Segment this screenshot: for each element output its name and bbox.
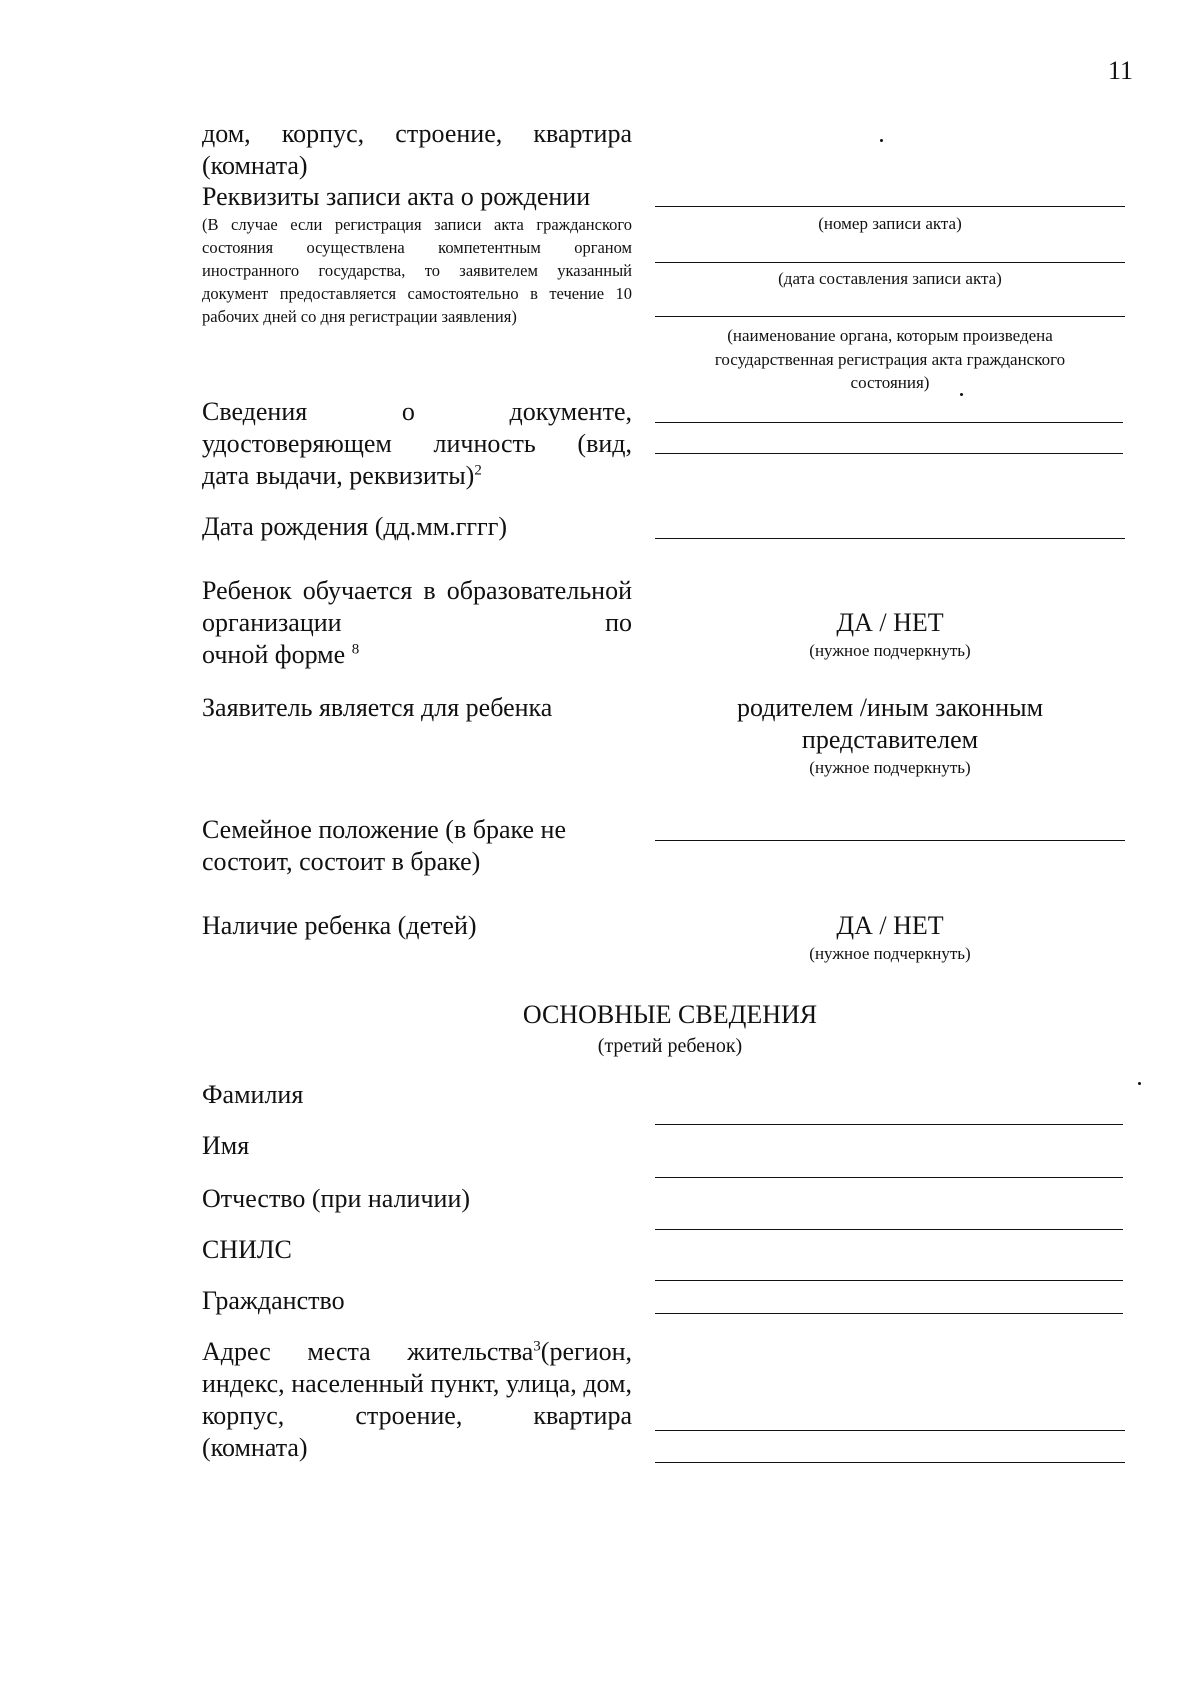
applicant-relation-answer-line-2: представителем bbox=[801, 725, 979, 754]
identity-doc-line-3: дата выдачи, реквизиты) bbox=[202, 461, 475, 490]
footnote-2: 2 bbox=[474, 462, 482, 479]
citizenship-field[interactable] bbox=[655, 1313, 1123, 1314]
section-title: ОСНОВНЫЕ СВЕДЕНИЯ bbox=[522, 1000, 818, 1029]
birth-record-note: (В случае если регистрация записи акта гражданского состояния осуществлена компетентным органом иностранного государства, то заявителем указанный документ предоставляется самостоятельно в течение 10 рабочих дней со дня регистрации заявления) bbox=[202, 215, 632, 326]
name-field[interactable] bbox=[655, 1177, 1123, 1178]
address-tail-label bbox=[202, 118, 632, 182]
residence-address-field-2[interactable] bbox=[655, 1462, 1125, 1463]
applicant-relation-answer[interactable] bbox=[655, 692, 1125, 756]
address-tail-line-2: (комната) bbox=[202, 151, 308, 180]
education-line-2: образовательной организации по bbox=[202, 576, 632, 637]
snils-label: СНИЛС bbox=[202, 1235, 292, 1264]
identity-doc-line-2: удостоверяющем личность (вид, bbox=[202, 429, 632, 458]
surname-label: Фамилия bbox=[202, 1080, 304, 1109]
identity-doc-line-3-wrap bbox=[202, 460, 632, 492]
marital-status-label bbox=[202, 814, 632, 878]
record-date-caption: (дата составления записи акта) bbox=[778, 269, 1002, 288]
education-hint: (нужное подчеркнуть) bbox=[809, 641, 971, 660]
section-subtitle: (третий ребенок) bbox=[597, 1035, 743, 1057]
birth-date-field[interactable] bbox=[655, 538, 1125, 539]
residence-address-line-4: (комната) bbox=[202, 1433, 308, 1462]
education-line-3: очной форме bbox=[202, 640, 346, 669]
scan-speck bbox=[880, 139, 883, 142]
applicant-relation-hint: (нужное подчеркнуть) bbox=[809, 758, 971, 777]
children-label: Наличие ребенка (детей) bbox=[202, 911, 477, 940]
identity-doc-field-2[interactable] bbox=[655, 453, 1123, 454]
education-line-3-wrap bbox=[202, 639, 632, 671]
record-date-field[interactable] bbox=[655, 262, 1125, 263]
surname-field[interactable] bbox=[655, 1124, 1123, 1125]
residence-address-line-3: дом, корпус, строение, квартира bbox=[202, 1369, 632, 1430]
patronymic-field[interactable] bbox=[655, 1229, 1123, 1230]
record-authority-caption bbox=[655, 324, 1125, 395]
residence-address-line-2: индекс, населенный пункт, улица, bbox=[202, 1369, 577, 1398]
scan-speck bbox=[960, 393, 963, 396]
identity-doc-label bbox=[202, 396, 632, 492]
children-hint: (нужное подчеркнуть) bbox=[809, 944, 971, 963]
birth-date-label: Дата рождения (дд.мм.гггг) bbox=[202, 512, 508, 541]
residence-address-label bbox=[202, 1336, 632, 1464]
marital-status-line-2: состоит, состоит в браке) bbox=[202, 847, 481, 876]
record-number-field[interactable] bbox=[655, 206, 1125, 207]
page-number: 11 bbox=[1108, 56, 1134, 85]
record-authority-caption-line-2: государственная регистрация акта гражданского bbox=[714, 349, 1066, 369]
identity-doc-field-1[interactable] bbox=[655, 422, 1123, 423]
marital-status-line-1: Семейное положение (в браке не bbox=[202, 815, 566, 844]
identity-doc-line-1: Сведения о документе, bbox=[202, 397, 632, 426]
patronymic-label: Отчество (при наличии) bbox=[202, 1184, 471, 1213]
scan-speck bbox=[1138, 1082, 1141, 1085]
record-number-caption: (номер записи акта) bbox=[818, 214, 962, 233]
education-label bbox=[202, 575, 632, 671]
education-line-1: Ребенок обучается в bbox=[202, 576, 436, 605]
applicant-relation-label: Заявитель является для ребенка bbox=[202, 693, 553, 722]
residence-address-field-1[interactable] bbox=[655, 1430, 1125, 1431]
address-tail-line-1: дом, корпус, строение, квартира bbox=[202, 119, 632, 148]
education-answer[interactable]: ДА / НЕТ bbox=[836, 608, 944, 637]
children-answer[interactable]: ДА / НЕТ bbox=[836, 911, 944, 940]
record-authority-caption-line-1: (наименование органа, которым произведена bbox=[727, 326, 1053, 345]
footnote-3: 3 bbox=[533, 1338, 541, 1355]
record-authority-field[interactable] bbox=[655, 316, 1125, 317]
record-authority-caption-line-3: состояния) bbox=[850, 373, 930, 392]
citizenship-label: Гражданство bbox=[202, 1286, 345, 1315]
name-label: Имя bbox=[202, 1131, 250, 1160]
residence-address-line-1b: (регион, bbox=[540, 1337, 632, 1366]
snils-field[interactable] bbox=[655, 1280, 1123, 1281]
footnote-8: 8 bbox=[351, 641, 360, 658]
residence-address-line-1a: Адрес места жительства bbox=[202, 1337, 534, 1366]
applicant-relation-answer-line-1: родителем /иным законным bbox=[736, 693, 1044, 722]
birth-record-label: Реквизиты записи акта о рождении bbox=[202, 182, 591, 211]
marital-status-field[interactable] bbox=[655, 840, 1125, 841]
residence-address-line-1-wrap bbox=[202, 1337, 632, 1366]
